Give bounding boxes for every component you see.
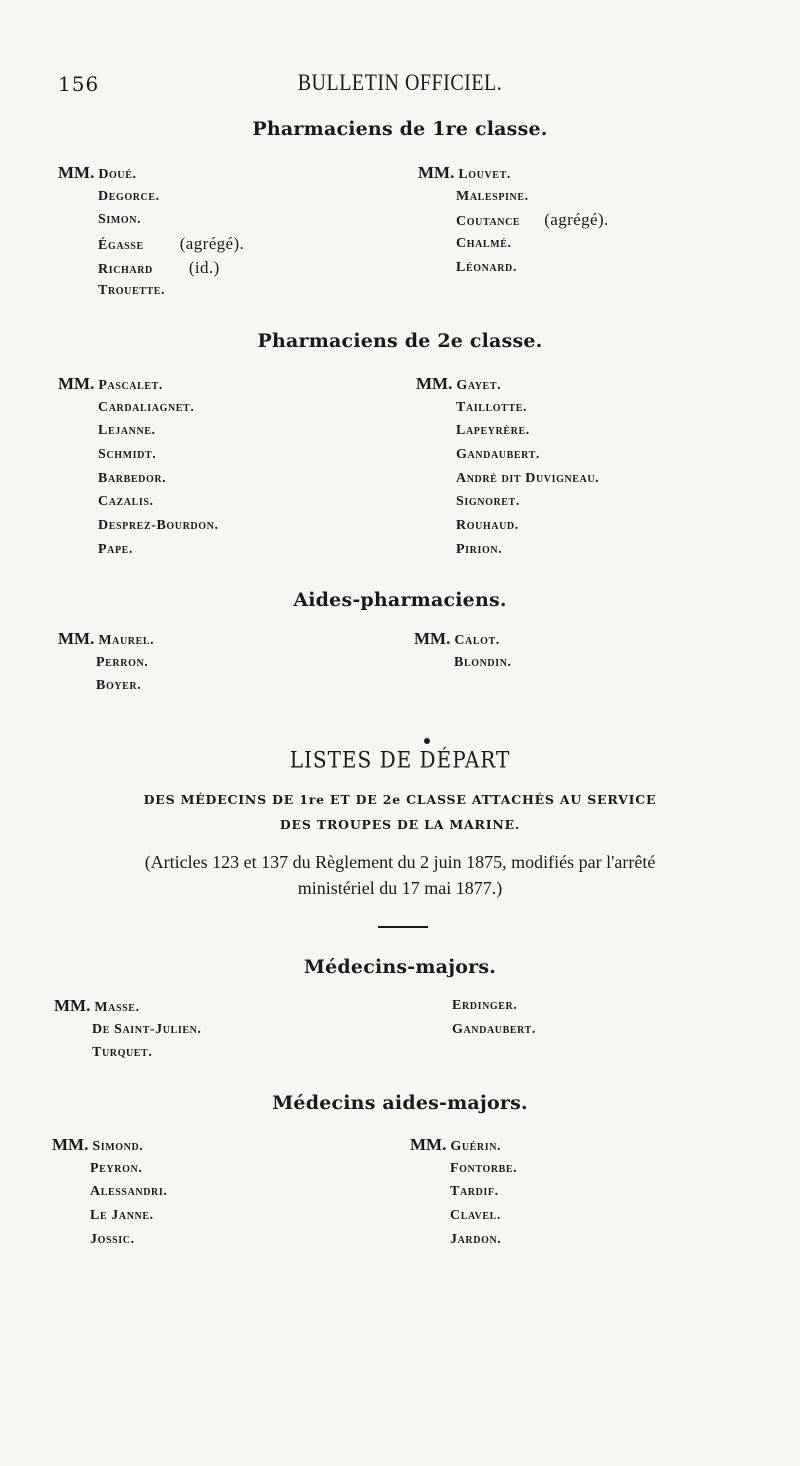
name: Schmidt. — [98, 447, 157, 463]
list-item — [414, 627, 512, 651]
name: Simon. — [98, 212, 142, 228]
list-item — [58, 538, 219, 562]
list-item — [410, 1204, 517, 1228]
list-item — [416, 419, 599, 443]
list-item — [58, 279, 244, 303]
list-item — [52, 1180, 167, 1204]
mm-label: MM. — [410, 1135, 447, 1154]
heading-medecins-majors: Médecins-majors. — [303, 956, 497, 978]
list-majors-right — [452, 994, 536, 1041]
mm-label: MM. — [416, 374, 453, 393]
name: De Saint-Julien. — [92, 1021, 202, 1037]
list-aides-majors-right — [410, 1133, 517, 1251]
list-item — [58, 372, 219, 396]
list-item — [414, 651, 512, 675]
list-item — [54, 1018, 202, 1042]
name: Gayet. — [456, 378, 502, 393]
list-item — [58, 467, 219, 491]
list-item — [58, 208, 244, 232]
mm-label: MM. — [58, 163, 95, 182]
listes-subtitle-line-2: DES TROUPES DE LA MARINE. — [279, 817, 521, 832]
name: Jossic. — [90, 1231, 135, 1247]
list-aides-right — [414, 627, 512, 674]
list-item — [52, 1228, 167, 1252]
name: Cardaliagnet. — [98, 399, 195, 415]
list-pharm2-right — [416, 372, 599, 562]
name: Gandaubert. — [456, 447, 540, 463]
heading-pharmaciens-2e-classe: Pharmaciens de 2e classe. — [257, 330, 543, 352]
name: Léonard. — [456, 259, 517, 275]
name: Pape. — [98, 541, 134, 557]
list-item — [410, 1133, 517, 1157]
name: Maurel. — [98, 633, 155, 648]
list-item — [452, 1018, 536, 1042]
separator-rule — [378, 926, 428, 928]
list-item — [418, 232, 609, 256]
name: Alessandri. — [90, 1184, 168, 1200]
name: Lapeyrère. — [456, 423, 530, 439]
list-item — [410, 1180, 517, 1204]
list-item — [58, 256, 244, 280]
list-item — [58, 674, 154, 698]
list-item — [58, 490, 219, 514]
name: Malespine. — [456, 188, 529, 204]
list-item — [52, 1204, 167, 1228]
list-item — [58, 161, 244, 185]
note: (id.) — [188, 257, 220, 277]
name: Simond. — [92, 1139, 144, 1154]
citation-line-2: ministériel du 17 mai 1877.) — [297, 878, 503, 898]
name: Gandaubert. — [452, 1021, 536, 1037]
list-item — [58, 514, 219, 538]
list-item — [58, 443, 219, 467]
name: Cazalis. — [98, 494, 154, 510]
list-item — [416, 443, 599, 467]
name: Égasse — [98, 238, 144, 254]
list-item — [418, 185, 609, 209]
name: Jardon. — [450, 1231, 502, 1247]
name: Desprez-Bourdon. — [98, 518, 219, 534]
name: Louvet. — [458, 167, 511, 182]
name: Calot. — [454, 633, 500, 648]
name: Masse. — [94, 1000, 140, 1015]
name: Rouhaud. — [456, 518, 519, 534]
list-item — [410, 1228, 517, 1252]
list-item — [418, 256, 609, 280]
mm-label: MM. — [58, 374, 95, 393]
list-item — [410, 1157, 517, 1181]
name: Perron. — [96, 654, 149, 670]
name: Trouette. — [98, 283, 166, 299]
heading-medecins-aides-majors: Médecins aides-majors. — [272, 1092, 528, 1114]
name: Chalmé. — [456, 236, 512, 252]
citation-line-1: (Articles 123 et 137 du Règlement du 2 juin 1875, modifiés par l'arrêté — [144, 852, 656, 872]
name: Pascalet. — [98, 378, 164, 393]
list-item — [54, 1041, 202, 1065]
name: Tardif. — [450, 1184, 499, 1200]
name: Coutance — [456, 214, 521, 230]
name: Fontorbe. — [450, 1160, 518, 1176]
list-item — [58, 419, 219, 443]
list-item — [58, 627, 154, 651]
list-item — [418, 161, 609, 185]
name: Signoret. — [456, 494, 520, 510]
mm-label: MM. — [58, 629, 95, 648]
name: Boyer. — [96, 678, 142, 694]
page-header — [0, 72, 800, 102]
list-item — [54, 994, 202, 1018]
mm-label: MM. — [418, 163, 455, 182]
name: Taillotte. — [456, 399, 528, 415]
name: Erdinger. — [452, 998, 518, 1013]
name: Le Janne. — [90, 1208, 154, 1224]
heading-aides-pharmaciens: Aides-pharmaciens. — [293, 589, 507, 611]
name: Barbedor. — [98, 470, 167, 486]
heading-pharmaciens-1re-classe: Pharmaciens de 1re classe. — [252, 118, 548, 140]
running-title: BULLETIN OFFICIEL. — [297, 70, 503, 96]
list-item — [416, 538, 599, 562]
list-item — [52, 1133, 167, 1157]
ornament-dot — [424, 738, 430, 744]
name: André dit Duvigneau. — [456, 470, 600, 486]
note: (agrégé). — [544, 210, 609, 230]
mm-label: MM. — [52, 1135, 89, 1154]
list-item — [58, 651, 154, 675]
name: Blondin. — [454, 654, 512, 670]
mm-label: MM. — [414, 629, 451, 648]
list-item — [58, 232, 244, 256]
name: Clavel. — [450, 1208, 501, 1224]
listes-subtitle-line-1: DES MÉDECINS DE 1re ET DE 2e CLASSE ATTACHÉS AU SERVICE — [143, 792, 657, 807]
note: (agrégé). — [179, 234, 245, 254]
name: Turquet. — [92, 1045, 153, 1061]
list-item — [418, 208, 609, 232]
list-item — [452, 994, 536, 1018]
list-pharm2-left — [58, 372, 219, 562]
list-majors-left — [54, 994, 202, 1065]
name: Guérin. — [450, 1139, 502, 1154]
mm-label: MM. — [54, 996, 91, 1015]
list-item — [416, 514, 599, 538]
list-item — [58, 396, 219, 420]
list-item — [416, 467, 599, 491]
list-pharm1-right — [418, 161, 609, 279]
list-item — [52, 1157, 167, 1181]
list-aides-left — [58, 627, 154, 698]
name: Richard — [98, 261, 153, 277]
name: Doué. — [98, 167, 137, 182]
list-item — [416, 490, 599, 514]
name: Lejanne. — [98, 423, 156, 439]
list-item — [416, 396, 599, 420]
name: Degorce. — [98, 188, 160, 204]
list-item — [58, 185, 244, 209]
page-number: 156 — [58, 72, 100, 96]
list-aides-majors-left — [52, 1133, 167, 1251]
list-item — [416, 372, 599, 396]
list-pharm1-left — [58, 161, 244, 303]
name: Peyron. — [90, 1160, 143, 1176]
name: Pirion. — [456, 541, 503, 557]
listes-title: LISTES DE DÉPART — [289, 746, 511, 774]
